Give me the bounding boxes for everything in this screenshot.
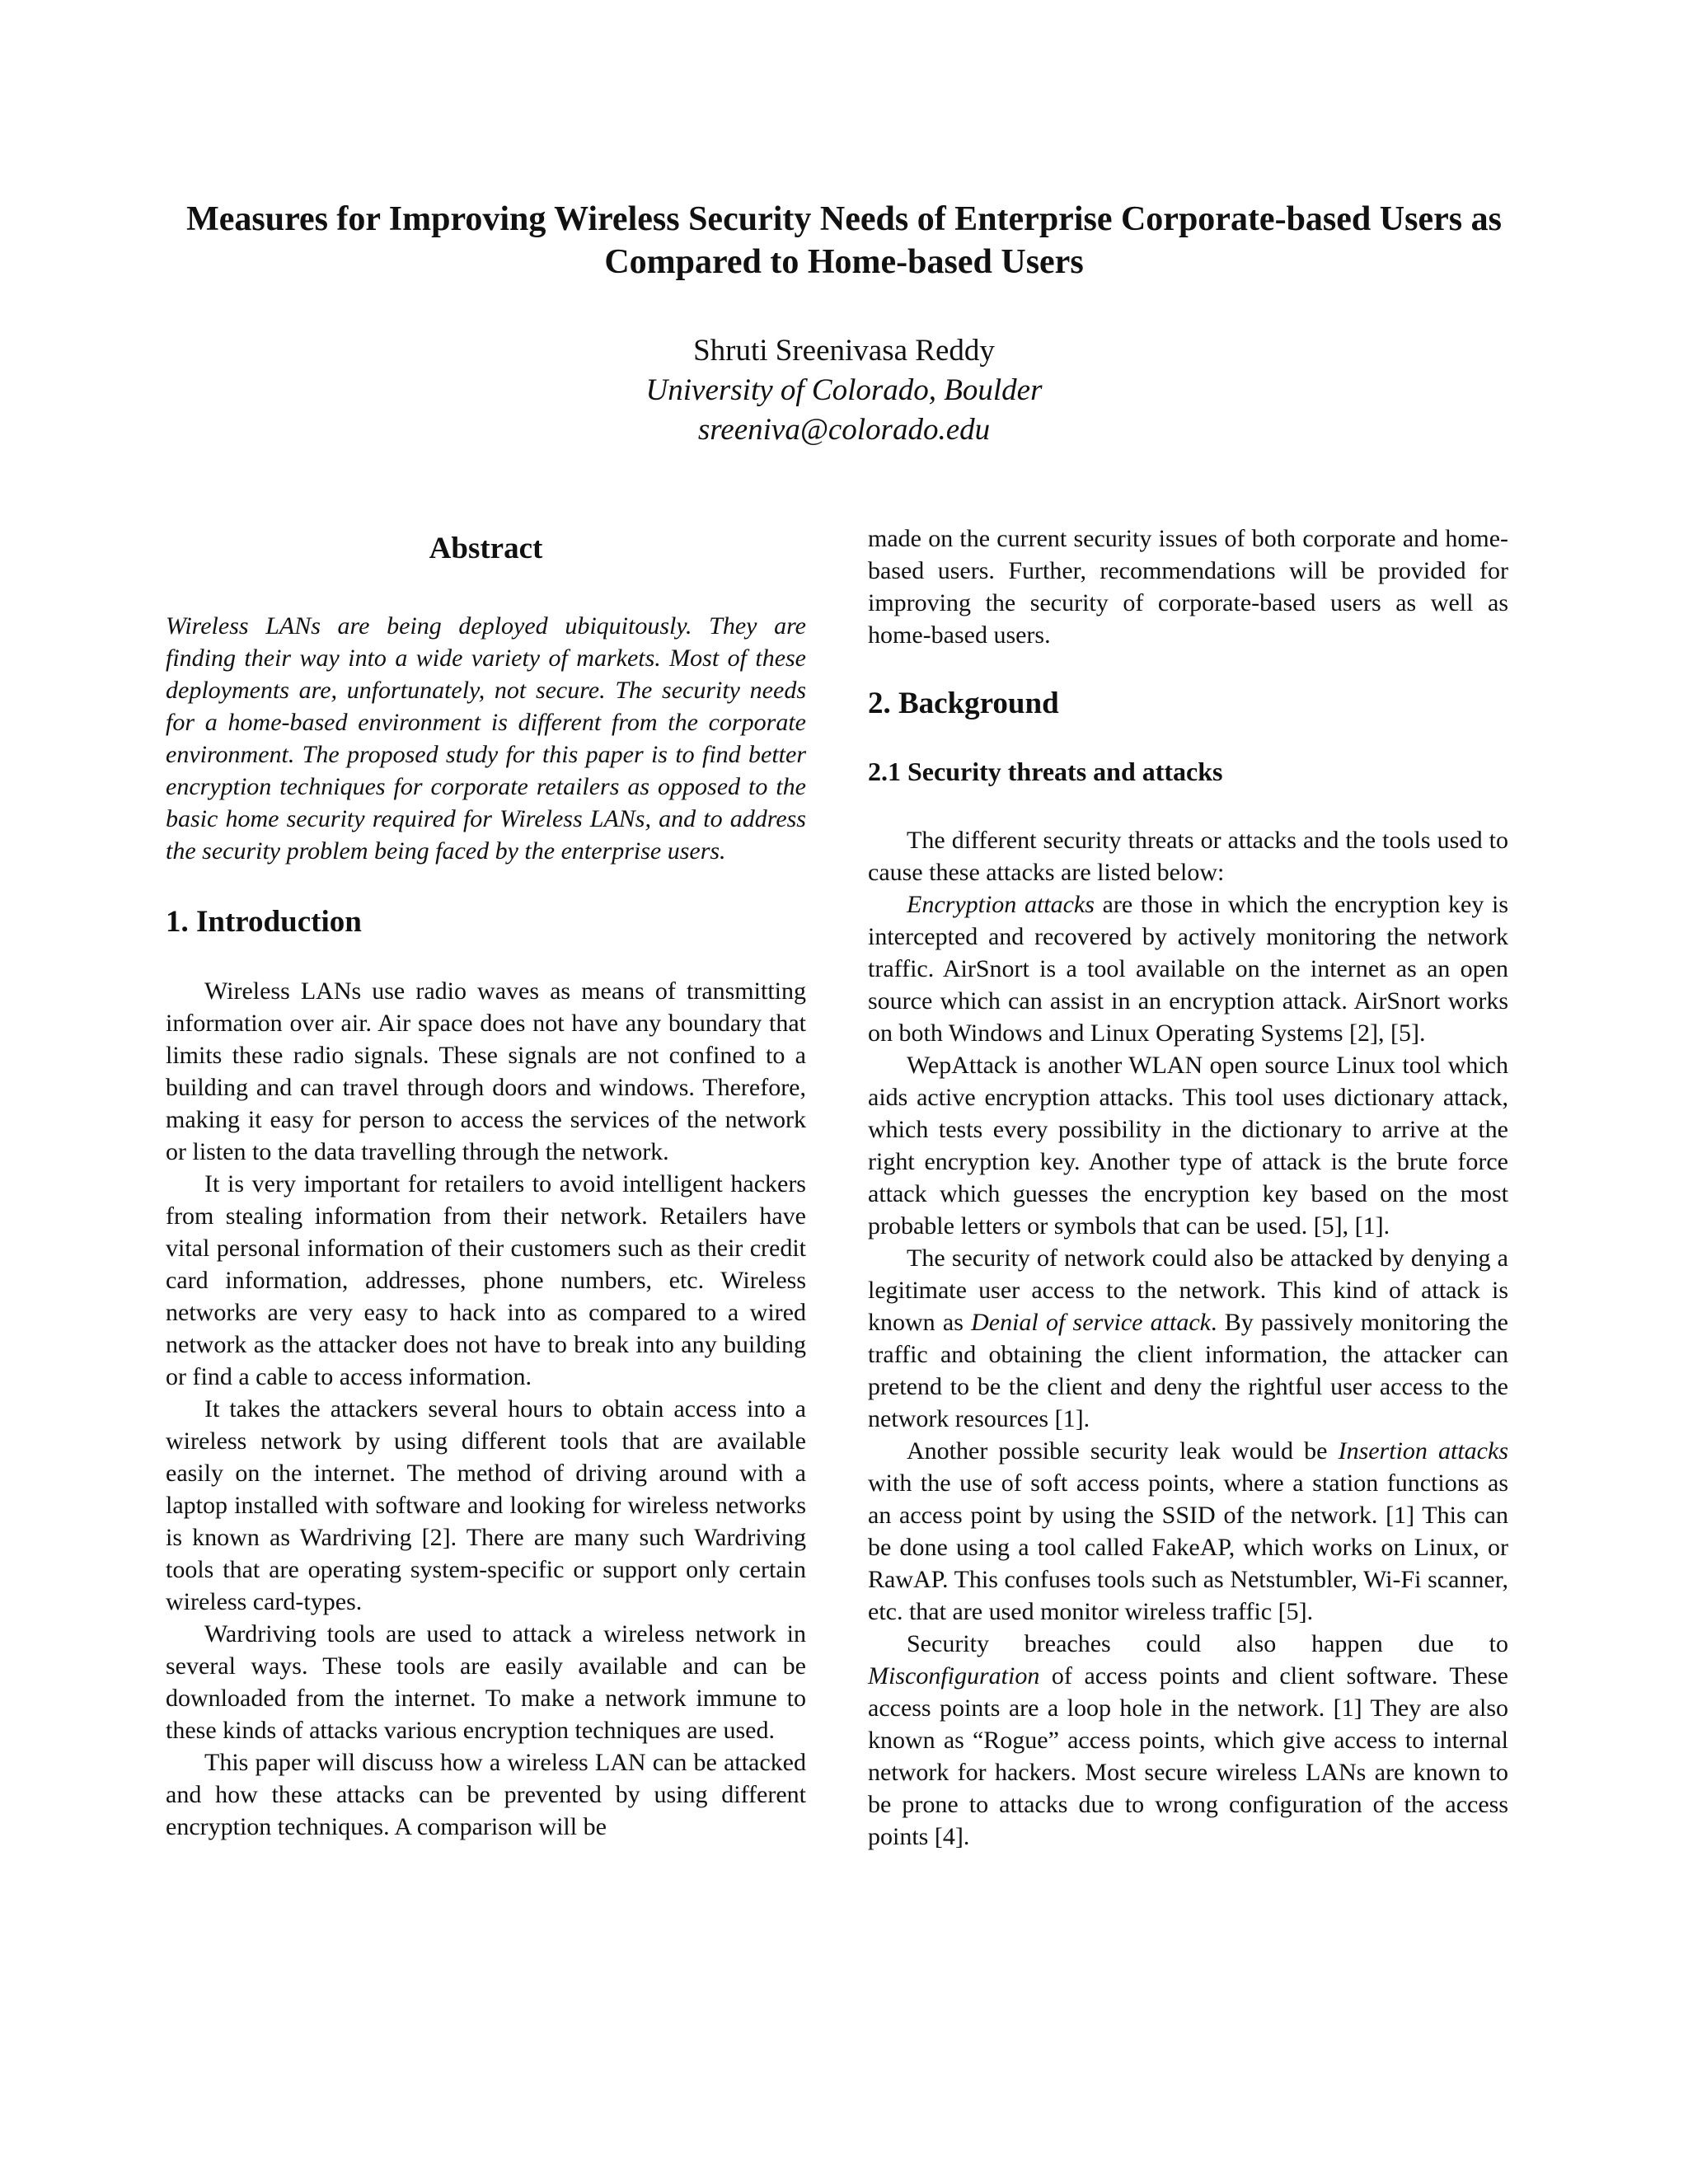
author-email: sreeniva@colorado.edu <box>697 413 991 447</box>
background-paragraph: Encryption attacks are those in which the encryption key is intercepted and recovered by actively monitoring the network traffic. AirSnort is a tool available on the internet as an open source which can assist in an encryption attack. AirSnort works on both Windows and Linux Operating Systems [2], [5]. <box>868 891 1508 1047</box>
term-insertion-attacks: Insertion attacks <box>1338 1437 1508 1465</box>
intro-paragraph: Wardriving tools are used to attack a wireless network in several ways. These tools are easily available and can be downloaded from the internet. To make a network immune to these kinds of attacks various encryption techniques are used. <box>166 1620 806 1744</box>
background-heading: 2. Background <box>868 687 1059 720</box>
author-block <box>462 331 1226 450</box>
left-column <box>166 521 806 1843</box>
author-name: Shruti Sreenivasa Reddy <box>693 334 995 368</box>
intro-paragraph: Wireless LANs use radio waves as means of transmitting information over air. Air space does not have any boundary that limits these radio signals. These signals are not confined to a building and can travel through doors and windows. Therefore, making it easy for person to access the services of the network or listen to the data travelling through the network. <box>166 977 806 1165</box>
author-affiliation: University of Colorado, Boulder <box>645 373 1043 407</box>
abstract-text: Wireless LANs are being deployed ubiquitously. They are finding their way into a wide variety of markets. Most of these deployments are, unfortunately, not secure. The security needs for a home-based environment is different from the corporate environment. The proposed study for this paper is to find better encryption techniques for corporate retailers as opposed to the basic home security required for Wireless LANs, and to address the security problem being faced by the enterprise users. <box>166 612 806 865</box>
subsection-heading: 2.1 Security threats and attacks <box>868 757 1223 786</box>
term-denial-of-service: Denial of service attack <box>971 1309 1211 1336</box>
background-paragraph: Security breaches could also happen due to Misconfiguration of access points and client software. These access points are a loop hole in the network. [1] They are also known as “Rogue” access points, which give access to internal network for hackers. Most secure wireless LANs are known to be prone to attacks due to wrong configuration of the access points [4]. <box>868 1630 1508 1850</box>
background-paragraph: Another possible security leak would be Insertion attacks with the use of soft access points, where a station functions as an access point by using the SSID of the network. [1] This can be done using a tool called FakeAP, which works on Linux, or RawAP. This confuses tools such as Netstumbler, Wi-Fi scanner, etc. that are used monitor wireless traffic [5]. <box>868 1437 1508 1625</box>
paper-title: Measures for Improving Wireless Security Needs of Enterprise Corporate-based Users as Compared to Home-based Users <box>186 200 1502 281</box>
intro-paragraph: It takes the attackers several hours to obtain access into a wireless network by using different tools that are available easily on the internet. The method of driving around with a laptop installed with software and looking for wireless networks is known as Wardriving [2]. There are many such Wardriving tools that are operating system-specific or support only certain wireless card-types. <box>166 1395 806 1615</box>
intro-paragraph: This paper will discuss how a wireless LAN can be attacked and how these attacks can be prevented by using different encryption techniques. A comparison will be <box>166 1749 806 1840</box>
background-paragraph: The security of network could also be attacked by denying a legitimate user access to the network. This kind of attack is known as Denial of service attack. By passively monitoring the traffic and obtaining the client information, the attacker can pretend to be the client and deny the rightful user access to the network resources [1]. <box>868 1244 1508 1432</box>
introduction-heading: 1. Introduction <box>166 905 362 939</box>
term-misconfiguration: Misconfiguration <box>868 1662 1040 1690</box>
intro-continuation: made on the current security issues of both corporate and home-based users. Further, recommendations will be provided for improving the security of corporate-based users as well as home-based users. <box>868 525 1508 649</box>
abstract-heading: Abstract <box>429 532 543 565</box>
term-encryption-attacks: Encryption attacks <box>907 891 1095 918</box>
right-column <box>868 523 1508 1853</box>
intro-paragraph: It is very important for retailers to avoid intelligent hackers from stealing information from their network. Retailers have vital personal information of their customers such as their credit card information, addresses, phone numbers, etc. Wireless networks are very easy to hack into as compared to a wired network as the attacker does not have to break into any building or find a cable to access information. <box>166 1170 806 1390</box>
background-paragraph: The different security threats or attacks and the tools used to cause these attacks are listed below: <box>868 827 1508 886</box>
background-paragraph: WepAttack is another WLAN open source Linux tool which aids active encryption attacks. This tool uses dictionary attack, which tests every possibility in the dictionary to arrive at the right encryption key. Another type of attack is the brute force attack which guesses the encryption key based on the most probable letters or symbols that can be used. [5], [1]. <box>868 1052 1508 1240</box>
